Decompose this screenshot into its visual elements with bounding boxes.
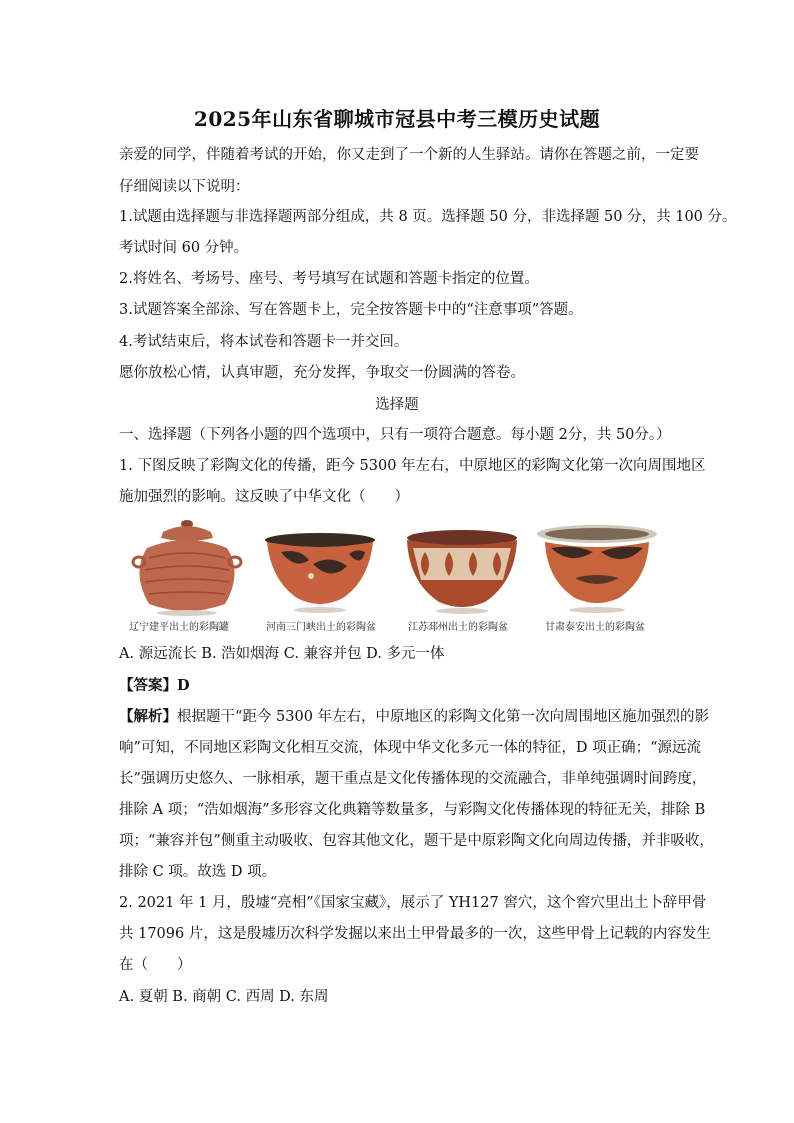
question-2-options: A. 夏朝 B. 商朝 C. 西周 D. 东周 — [119, 989, 329, 1005]
intro-line: 亲爱的同学，伴随着考试的开始，你又走到了一个新的人生驿站。请你在答题之前，一定要 — [119, 147, 699, 163]
section-instruction: 一、选择题（下列各小题的四个选项中，只有一项符合题意。每小题 2分，共 50分。） — [119, 427, 671, 443]
figure-caption: 河南三门峡出土的彩陶盆 — [266, 622, 376, 633]
analysis-line: 响”可知，不同地区彩陶文化相互交流，体现中华文化多元一体的特征，D 项正确；“源远流 — [119, 740, 702, 756]
question-1-options: A. 源远流长 B. 浩如烟海 C. 兼容并包 D. 多元一体 — [119, 646, 445, 662]
page-title: 2025年山东省聊城市冠县中考三模历史试题 — [193, 107, 601, 131]
question-1-stem: 1. 下图反映了彩陶文化的传播，距今 5300 年左右，中原地区的彩陶文化第一次向周围地区 — [119, 458, 706, 474]
instruction-item: 2.将姓名、考场号、座号、考号填写在试题和答题卡指定的位置。 — [119, 271, 539, 287]
instruction-item: 3.试题答案全部涂、写在答题卡上，完全按答题卡中的“注意事项”答题。 — [119, 302, 583, 318]
instruction-item: 1.试题由选择题与非选择题两部分组成，共 8 页。选择题 50 分，非选择题 50 分，共 100 分。 — [119, 209, 737, 225]
wish-line: 愿你放松心情，认真审题，充分发挥，争取交一份圆满的答卷。 — [119, 365, 525, 381]
pottery-figure — [125, 518, 665, 636]
analysis-line — [119, 707, 709, 727]
analysis-line: 长”强调历史悠久、一脉相承，题干重点是文化传播体现的交流融合，非单纯强调时间跨度， — [119, 771, 707, 787]
analysis-label: 【解析】 — [119, 708, 177, 725]
question-1-stem: 施加强烈的影响。这反映了中华文化（ ） — [119, 489, 409, 505]
question-2-stem: 共 17096 片，这是殷墟历次科学发掘以来出土甲骨最多的一次，这些甲骨上记载的内容发生 — [119, 926, 711, 942]
figure-caption: 江苏邳州出土的彩陶盆 — [408, 622, 508, 633]
question-2-stem: 2. 2021 年 1 月，殷墟“亮相”《国家宝藏》，展示了 YH127 窖穴，这个窖穴里出土卜辞甲骨 — [119, 895, 707, 911]
analysis-line: 排除 C 项。故选 D 项。 — [119, 864, 277, 880]
analysis-line: 项；“兼容并包”侧重主动吸收、包容其他文化，题干是中原彩陶文化向周边传播，并非吸收， — [119, 833, 714, 849]
painted-pottery-basin-image — [535, 518, 660, 618]
instruction-item: 考试时间 60 分钟。 — [119, 240, 249, 256]
painted-pottery-jar-image — [125, 518, 250, 618]
figure-caption: 甘肃泰安出土的彩陶盆 — [545, 622, 645, 633]
section-heading: 选择题 — [375, 397, 419, 413]
analysis-text: 根据题干“距今 5300 年左右，中原地区的彩陶文化第一次向周围地区施加强烈的影 — [177, 709, 710, 725]
answer-line: 【答案】D — [119, 677, 190, 694]
instruction-item: 4.考试结束后，将本试卷和答题卡一并交回。 — [119, 334, 409, 350]
question-2-stem: 在（ ） — [119, 957, 192, 973]
analysis-line: 排除 A 项；“浩如烟海”多形容文化典籍等数量多，与彩陶文化传播体现的特征无关，排除 B — [119, 802, 706, 818]
painted-pottery-basin-image — [261, 518, 379, 618]
figure-caption: 辽宁建平出土的彩陶罐 — [129, 622, 229, 633]
painted-pottery-basin-image — [403, 518, 521, 618]
intro-line: 仔细阅读以下说明： — [119, 179, 250, 195]
